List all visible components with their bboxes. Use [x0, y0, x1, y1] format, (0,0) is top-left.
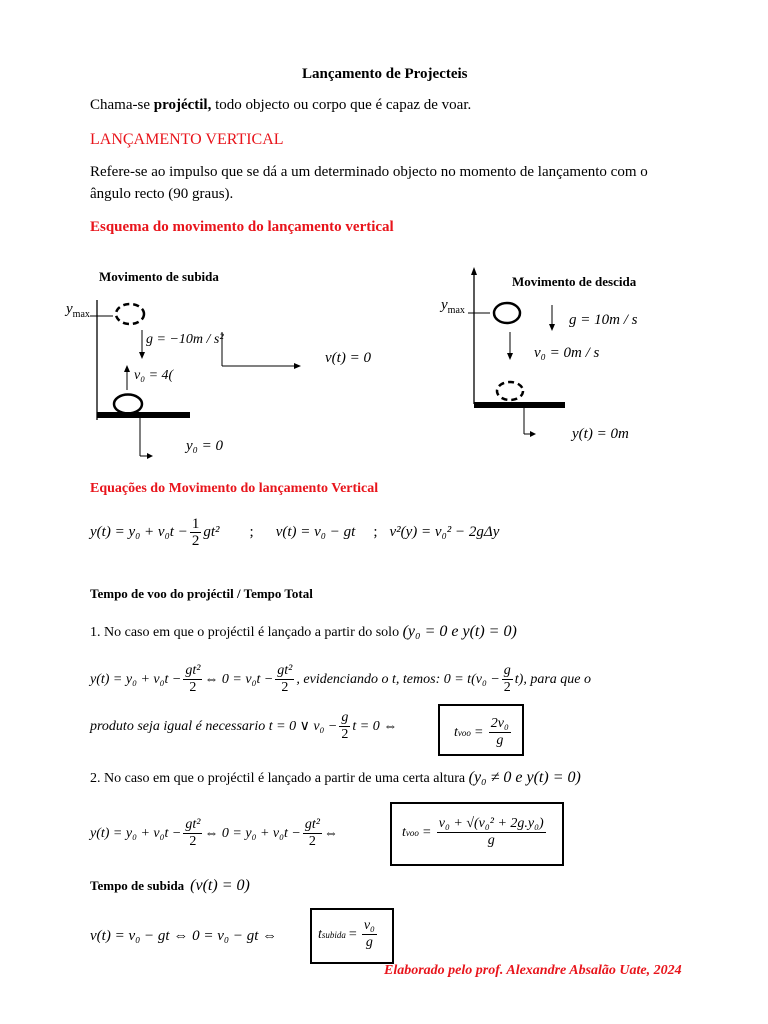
case1-equation-line2: produto seja igual é necessario t = 0 ∨ v₀ − $\frac{g}{2}$ t = 0 ⇔: [90, 710, 398, 742]
down-v0-arrowhead: [507, 353, 513, 360]
up-vt-arrowhead: [294, 363, 301, 369]
equation-torricelli: v²(y) = v₀² − 2gΔy: [389, 524, 500, 540]
diagram-down-yt-label: y(t) = 0m: [572, 426, 629, 442]
case1-text: 1. No caso em que o projéctil é lançado a partir do solo (y₀ = 0 e y(t) = 0): [90, 623, 517, 640]
rise-time-condition: (v(t) = 0): [190, 877, 250, 894]
equations-line: [90, 516, 499, 549]
equation-separator-2: ;: [373, 524, 378, 540]
footer-credit: Elaborado pelo prof. Alexandre Absalão Uate, 2024: [384, 963, 682, 978]
rise-time-heading-line: [90, 877, 250, 895]
equation-separator-1: ;: [249, 524, 254, 540]
down-ball-top: [494, 303, 520, 323]
equations-heading: Equações do Movimento do lançamento Vertical: [90, 481, 379, 496]
up-ball-top-dashed: [116, 304, 144, 324]
up-ball-ground: [114, 395, 142, 414]
diagram-up-gravity-label: g = −10m / s²: [146, 332, 224, 347]
diagram-down-v0-label: v₀ = 0m / s: [534, 345, 600, 361]
section-text-line1: Refere-se ao impulso que se dá a um determinado objecto no momento de lançamento com o: [90, 164, 648, 180]
diagram-down-gravity-label: g = 10m / s: [569, 312, 638, 328]
section-heading-vertical: LANÇAMENTO VERTICAL: [90, 131, 284, 148]
up-gravity-arrowhead: [139, 352, 145, 359]
case2-text: 2. No caso em que o projéctil é lançado a partir de uma certa altura (y₀ ≠ 0 e y(t) = 0): [90, 769, 581, 786]
case2-equation-line: y(t) = y₀ + v₀t − $\frac{\text{gt²}}{2}$ ⇔ 0 = y₀ + v₀t − $\frac{\text{gt²}}{2}$ ⇔: [90, 817, 338, 849]
diagram-down-title: Movimento de descida: [512, 274, 637, 289]
section-text-line2: ângulo recto (90 graus).: [90, 186, 234, 202]
diagram-up-graphics: [90, 300, 301, 459]
case2-condition: (y₀ ≠ 0 e y(t) = 0): [468, 769, 581, 786]
equation-position-fraction: $\frac{1}{2}$: [191, 516, 200, 549]
equation-position-left: y(t) = y₀ + v₀t −: [90, 524, 188, 540]
case2-result-box: t voo = $\frac{\text{v₀ + √(v₀² + 2g.y₀)}}{g}$: [390, 802, 564, 866]
down-ball-ground-dashed: [497, 382, 523, 400]
diagram-up-v0-label: v₀ = 4(: [134, 368, 174, 383]
diagram-up-title: Movimento de subida: [99, 269, 219, 284]
down-yt-arrowhead: [530, 431, 536, 437]
rise-time-result-box: t subida = $\frac{\text{v₀}}{g}$: [310, 908, 394, 964]
intro-prefix: Chama-se: [90, 97, 154, 113]
schema-heading: Esquema do movimento do lançamento vertical: [90, 219, 394, 235]
up-v0-arrowhead: [124, 365, 130, 372]
down-y-axis-arrowhead: [471, 267, 477, 275]
equation-velocity: v(t) = v₀ − gt: [275, 524, 356, 540]
case1-condition: (y₀ = 0 e y(t) = 0): [402, 623, 517, 640]
case1-equation-line: y(t) = y₀ + v₀t − $\frac{\text{gt²}}{2}$ ⇔ 0 = v₀t − $\frac{\text{gt²}}{2}$ , evidenciando o t, temos: 0 = t(v₀ − $\frac{g}{2}$ t), para que o: [90, 663, 591, 695]
rise-time-heading: Tempo de subida: [90, 878, 185, 893]
case1-result-box: t voo = $\frac{\text{2v₀}}{g}$: [438, 704, 524, 756]
down-gravity-arrowhead: [549, 324, 555, 331]
up-ground-bar: [97, 412, 190, 418]
intro-suffix: todo objecto ou corpo que é capaz de voar.: [211, 97, 472, 113]
equation-position-right: gt²: [203, 524, 220, 540]
down-ground-bar: [474, 402, 565, 408]
diagram-up-vt-label: v(t) = 0: [325, 350, 371, 366]
up-y0-arrowhead: [147, 453, 153, 459]
diagram-up-y0-label: y₀ = 0: [186, 438, 223, 454]
intro-bold-term: projéctil,: [153, 97, 212, 113]
diagram-up-ymax-label: $y_{max}$: [66, 301, 90, 320]
rise-time-equation: v(t) = v₀ − gt ⇔ 0 = v₀ − gt ⇔: [90, 928, 278, 944]
page-title: Lançamento de Projecteis: [302, 66, 468, 82]
diagram-down-ymax-label: $y_{max}$: [441, 297, 465, 316]
flight-time-heading: Tempo de voo do projéctil / Tempo Total: [90, 586, 313, 601]
